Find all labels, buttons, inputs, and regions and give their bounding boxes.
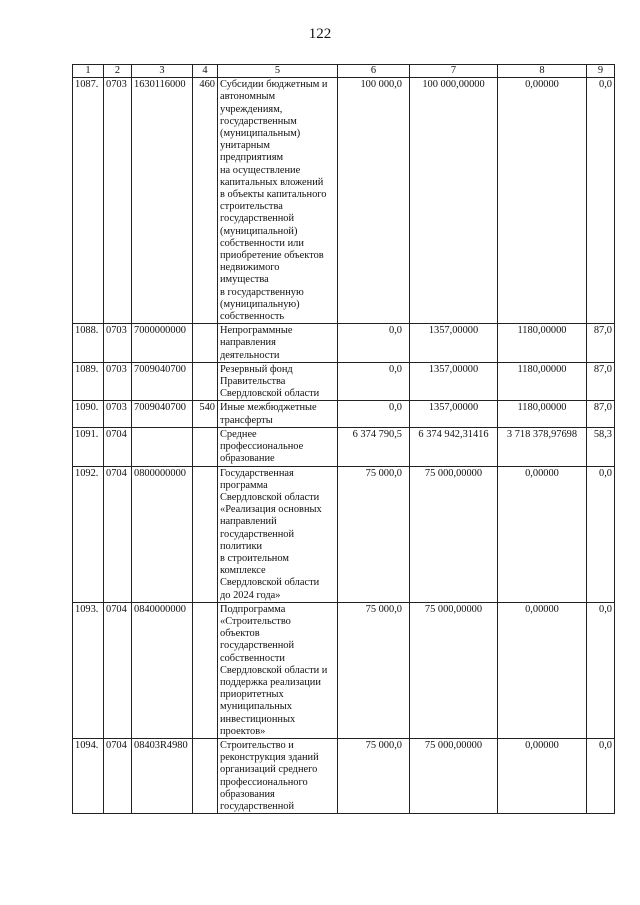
executed-amount-cell: 1180,00000 bbox=[498, 324, 587, 363]
executed-amount-cell: 0,00000 bbox=[498, 78, 587, 324]
executed-amount-cell: 3 718 378,97698 bbox=[498, 427, 587, 466]
expense-type-cell: 540 bbox=[193, 401, 218, 427]
target-article-cell: 0800000000 bbox=[132, 466, 193, 602]
header-cell: 8 bbox=[498, 65, 587, 78]
percent-cell: 87,0 bbox=[587, 324, 615, 363]
target-article-cell: 08403R4980 bbox=[132, 738, 193, 813]
section-code-cell: 0703 bbox=[104, 78, 132, 324]
section-code-cell: 0703 bbox=[104, 401, 132, 427]
percent-cell: 0,0 bbox=[587, 602, 615, 738]
percent-cell: 87,0 bbox=[587, 362, 615, 401]
row-number-cell: 1093. bbox=[73, 602, 104, 738]
refined-amount-cell: 1357,00000 bbox=[410, 362, 498, 401]
header-cell: 6 bbox=[338, 65, 410, 78]
section-code-cell: 0704 bbox=[104, 427, 132, 466]
row-number-cell: 1089. bbox=[73, 362, 104, 401]
executed-amount-cell: 0,00000 bbox=[498, 738, 587, 813]
header-cell: 3 bbox=[132, 65, 193, 78]
approved-amount-cell: 75 000,0 bbox=[338, 602, 410, 738]
target-article-cell: 7009040700 bbox=[132, 401, 193, 427]
header-cell: 5 bbox=[218, 65, 338, 78]
header-cell: 7 bbox=[410, 65, 498, 78]
executed-amount-cell: 1180,00000 bbox=[498, 401, 587, 427]
row-name-cell: Иные межбюджетные трансферты bbox=[218, 401, 338, 427]
approved-amount-cell: 75 000,0 bbox=[338, 738, 410, 813]
expense-type-cell bbox=[193, 362, 218, 401]
expense-type-cell bbox=[193, 738, 218, 813]
row-name-cell: Непрограммные направления деятельности bbox=[218, 324, 338, 363]
section-code-cell: 0703 bbox=[104, 362, 132, 401]
approved-amount-cell: 6 374 790,5 bbox=[338, 427, 410, 466]
table-row bbox=[73, 427, 615, 466]
approved-amount-cell: 75 000,0 bbox=[338, 466, 410, 602]
header-cell: 9 bbox=[587, 65, 615, 78]
expense-type-cell bbox=[193, 466, 218, 602]
approved-amount-cell: 0,0 bbox=[338, 401, 410, 427]
header-cell: 2 bbox=[104, 65, 132, 78]
refined-amount-cell: 100 000,00000 bbox=[410, 78, 498, 324]
table-row bbox=[73, 738, 615, 813]
target-article-cell bbox=[132, 427, 193, 466]
expense-type-cell bbox=[193, 427, 218, 466]
target-article-cell: 1630116000 bbox=[132, 78, 193, 324]
approved-amount-cell: 0,0 bbox=[338, 362, 410, 401]
target-article-cell: 7000000000 bbox=[132, 324, 193, 363]
percent-cell: 87,0 bbox=[587, 401, 615, 427]
target-article-cell: 0840000000 bbox=[132, 602, 193, 738]
refined-amount-cell: 1357,00000 bbox=[410, 324, 498, 363]
table-row bbox=[73, 602, 615, 738]
table-row bbox=[73, 324, 615, 363]
row-name-cell: Строительство и реконструкция зданий организаций среднего профессионального образования государственной bbox=[218, 738, 338, 813]
table-row bbox=[73, 362, 615, 401]
budget-table bbox=[72, 64, 615, 814]
table-header-row bbox=[73, 65, 615, 78]
executed-amount-cell: 0,00000 bbox=[498, 466, 587, 602]
row-name-cell: Резервный фонд Правительства Свердловской области bbox=[218, 362, 338, 401]
refined-amount-cell: 1357,00000 bbox=[410, 401, 498, 427]
percent-cell: 0,0 bbox=[587, 466, 615, 602]
section-code-cell: 0703 bbox=[104, 324, 132, 363]
section-code-cell: 0704 bbox=[104, 738, 132, 813]
header-cell: 1 bbox=[73, 65, 104, 78]
row-number-cell: 1090. bbox=[73, 401, 104, 427]
refined-amount-cell: 75 000,00000 bbox=[410, 602, 498, 738]
target-article-cell: 7009040700 bbox=[132, 362, 193, 401]
percent-cell: 0,0 bbox=[587, 78, 615, 324]
refined-amount-cell: 75 000,00000 bbox=[410, 738, 498, 813]
refined-amount-cell: 75 000,00000 bbox=[410, 466, 498, 602]
row-name-cell: Среднее профессиональное образование bbox=[218, 427, 338, 466]
table-row bbox=[73, 466, 615, 602]
executed-amount-cell: 1180,00000 bbox=[498, 362, 587, 401]
row-number-cell: 1092. bbox=[73, 466, 104, 602]
row-number-cell: 1088. bbox=[73, 324, 104, 363]
table-row bbox=[73, 401, 615, 427]
approved-amount-cell: 100 000,0 bbox=[338, 78, 410, 324]
percent-cell: 58,3 bbox=[587, 427, 615, 466]
table-row bbox=[73, 78, 615, 324]
section-code-cell: 0704 bbox=[104, 466, 132, 602]
row-number-cell: 1091. bbox=[73, 427, 104, 466]
expense-type-cell bbox=[193, 324, 218, 363]
expense-type-cell: 460 bbox=[193, 78, 218, 324]
approved-amount-cell: 0,0 bbox=[338, 324, 410, 363]
expense-type-cell bbox=[193, 602, 218, 738]
row-name-cell: Субсидии бюджетным и автономным учреждениям, государственным (муниципальным) унитарным предприятиям на осуществление капитальных вложений в объекты капитального строительства государственной (муниципальной) собственности или приобретение объектов недвижимого имущества в государственную (муниципальную) собственность bbox=[218, 78, 338, 324]
section-code-cell: 0704 bbox=[104, 602, 132, 738]
percent-cell: 0,0 bbox=[587, 738, 615, 813]
refined-amount-cell: 6 374 942,31416 bbox=[410, 427, 498, 466]
row-number-cell: 1094. bbox=[73, 738, 104, 813]
executed-amount-cell: 0,00000 bbox=[498, 602, 587, 738]
row-number-cell: 1087. bbox=[73, 78, 104, 324]
page-number: 122 bbox=[308, 26, 332, 42]
row-name-cell: Государственная программа Свердловской области «Реализация основных направлений государственной политики в строительном комплексе Свердловской области до 2024 года» bbox=[218, 466, 338, 602]
header-cell: 4 bbox=[193, 65, 218, 78]
row-name-cell: Подпрограмма «Строительство объектов государственной собственности Свердловской области и поддержка реализации приоритетных муниципальных инвестиционных проектов» bbox=[218, 602, 338, 738]
